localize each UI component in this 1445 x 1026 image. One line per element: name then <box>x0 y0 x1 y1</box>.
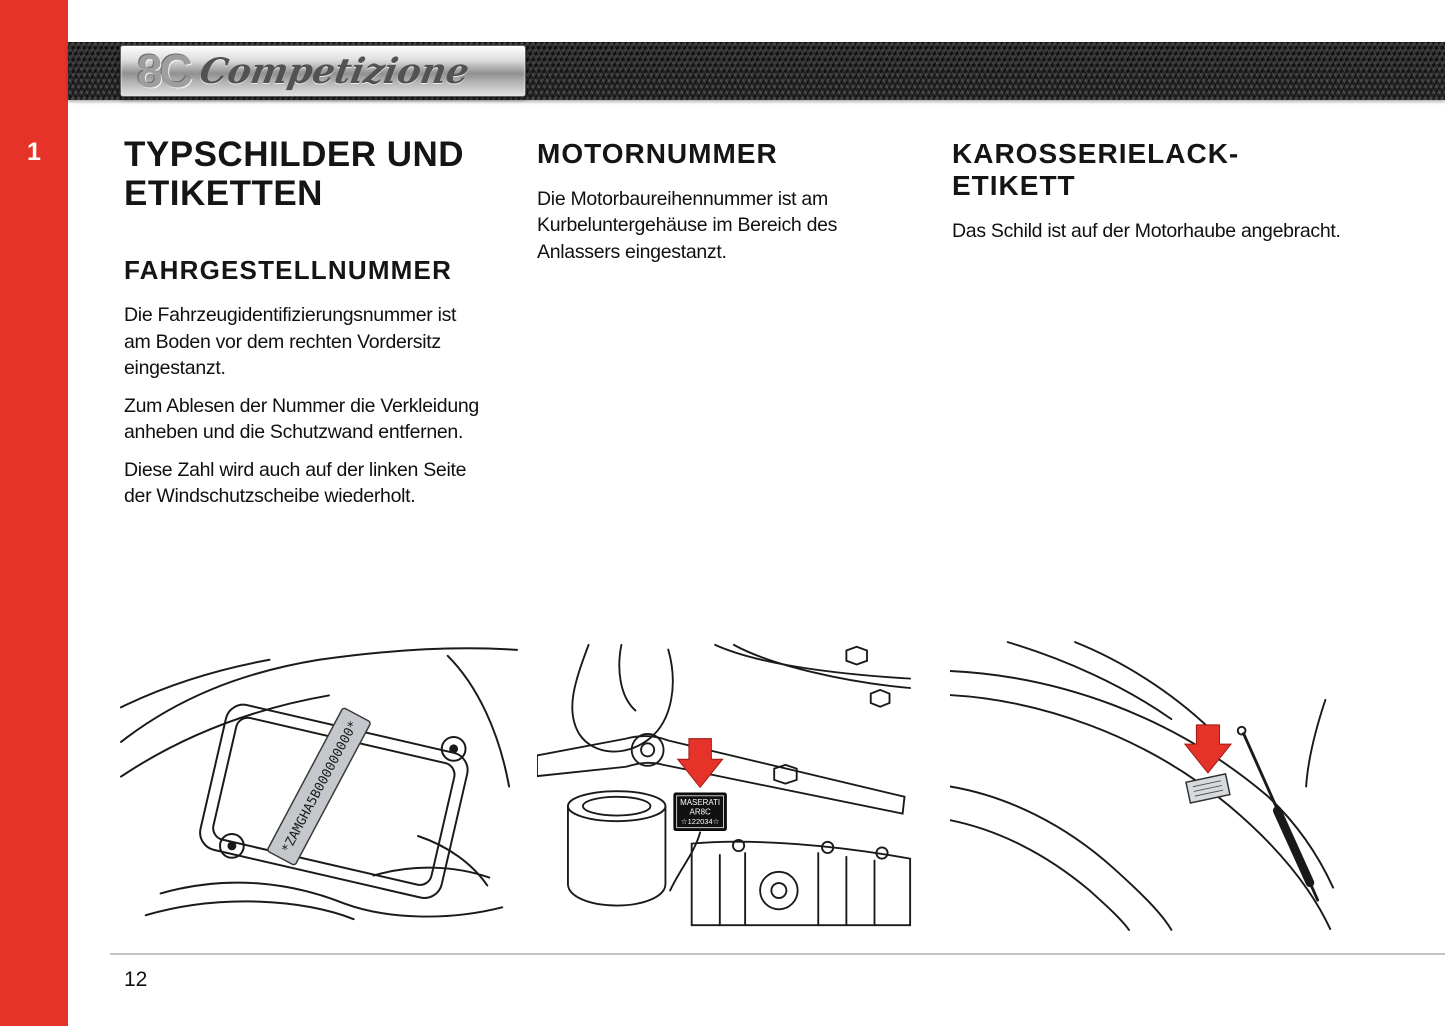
engine-number-drawing <box>537 636 912 935</box>
engine-label-line2: AR8C <box>689 807 711 817</box>
vin-plate <box>267 707 371 865</box>
red-arrow-icon <box>678 739 723 788</box>
body-paragraph: Die Fahrzeugidentifizierungsnummer ist am Boden vor dem rechten Vordersitz eingestanzt. <box>124 304 457 380</box>
chassis-number-drawing <box>118 638 520 935</box>
body-paragraph: Diese Zahl wird auch auf der linken Seite der Windschutzscheibe wiederholt. <box>124 458 467 508</box>
figure-paint-label <box>950 638 1335 935</box>
section-title: MOTORNUMMER <box>537 138 778 169</box>
vin-plate-text: *ZAMGHA5B000000000* <box>279 718 362 856</box>
body-paragraph: Zum Ablesen der Nummer die Verkleidung anheben und die Schutzwand entfernen. <box>124 394 479 444</box>
column-paint-label <box>952 138 1341 255</box>
chapter-sidebar <box>0 0 68 1026</box>
column-engine-number <box>537 138 905 276</box>
engine-label-line1: MASERATI <box>680 798 721 808</box>
paint-label-drawing <box>950 638 1335 935</box>
model-logo-plate <box>120 45 526 97</box>
red-arrow-icon <box>1185 725 1231 773</box>
body-paragraph: Das Schild ist auf der Motorhaube angebracht. <box>952 219 1341 242</box>
engine-number-label <box>674 793 727 831</box>
section-title: TYPSCHILDER UND ETIKETTEN <box>124 135 465 213</box>
footer-divider <box>110 953 1445 955</box>
engine-label-line3: ☆122034☆ <box>680 816 720 826</box>
carbon-header-band <box>68 42 1445 100</box>
section-title: KAROSSERIELACK-ETIKETT <box>952 138 1240 201</box>
figure-engine-number <box>537 636 912 935</box>
logo-competizione-text: Competizione <box>196 50 473 92</box>
subsection-title: FAHRGESTELLNUMMER <box>124 255 453 285</box>
page-number: 12 <box>124 968 148 991</box>
body-paragraph: Die Motorbaureihennummer ist am Kurbeluntergehäuse im Bereich des Anlassers eingestanzt. <box>537 187 838 263</box>
logo-8c-text: 8C <box>137 45 190 97</box>
figure-chassis-number <box>118 638 520 935</box>
column-chassis-number <box>124 136 486 521</box>
chapter-number: 1 <box>27 138 41 166</box>
